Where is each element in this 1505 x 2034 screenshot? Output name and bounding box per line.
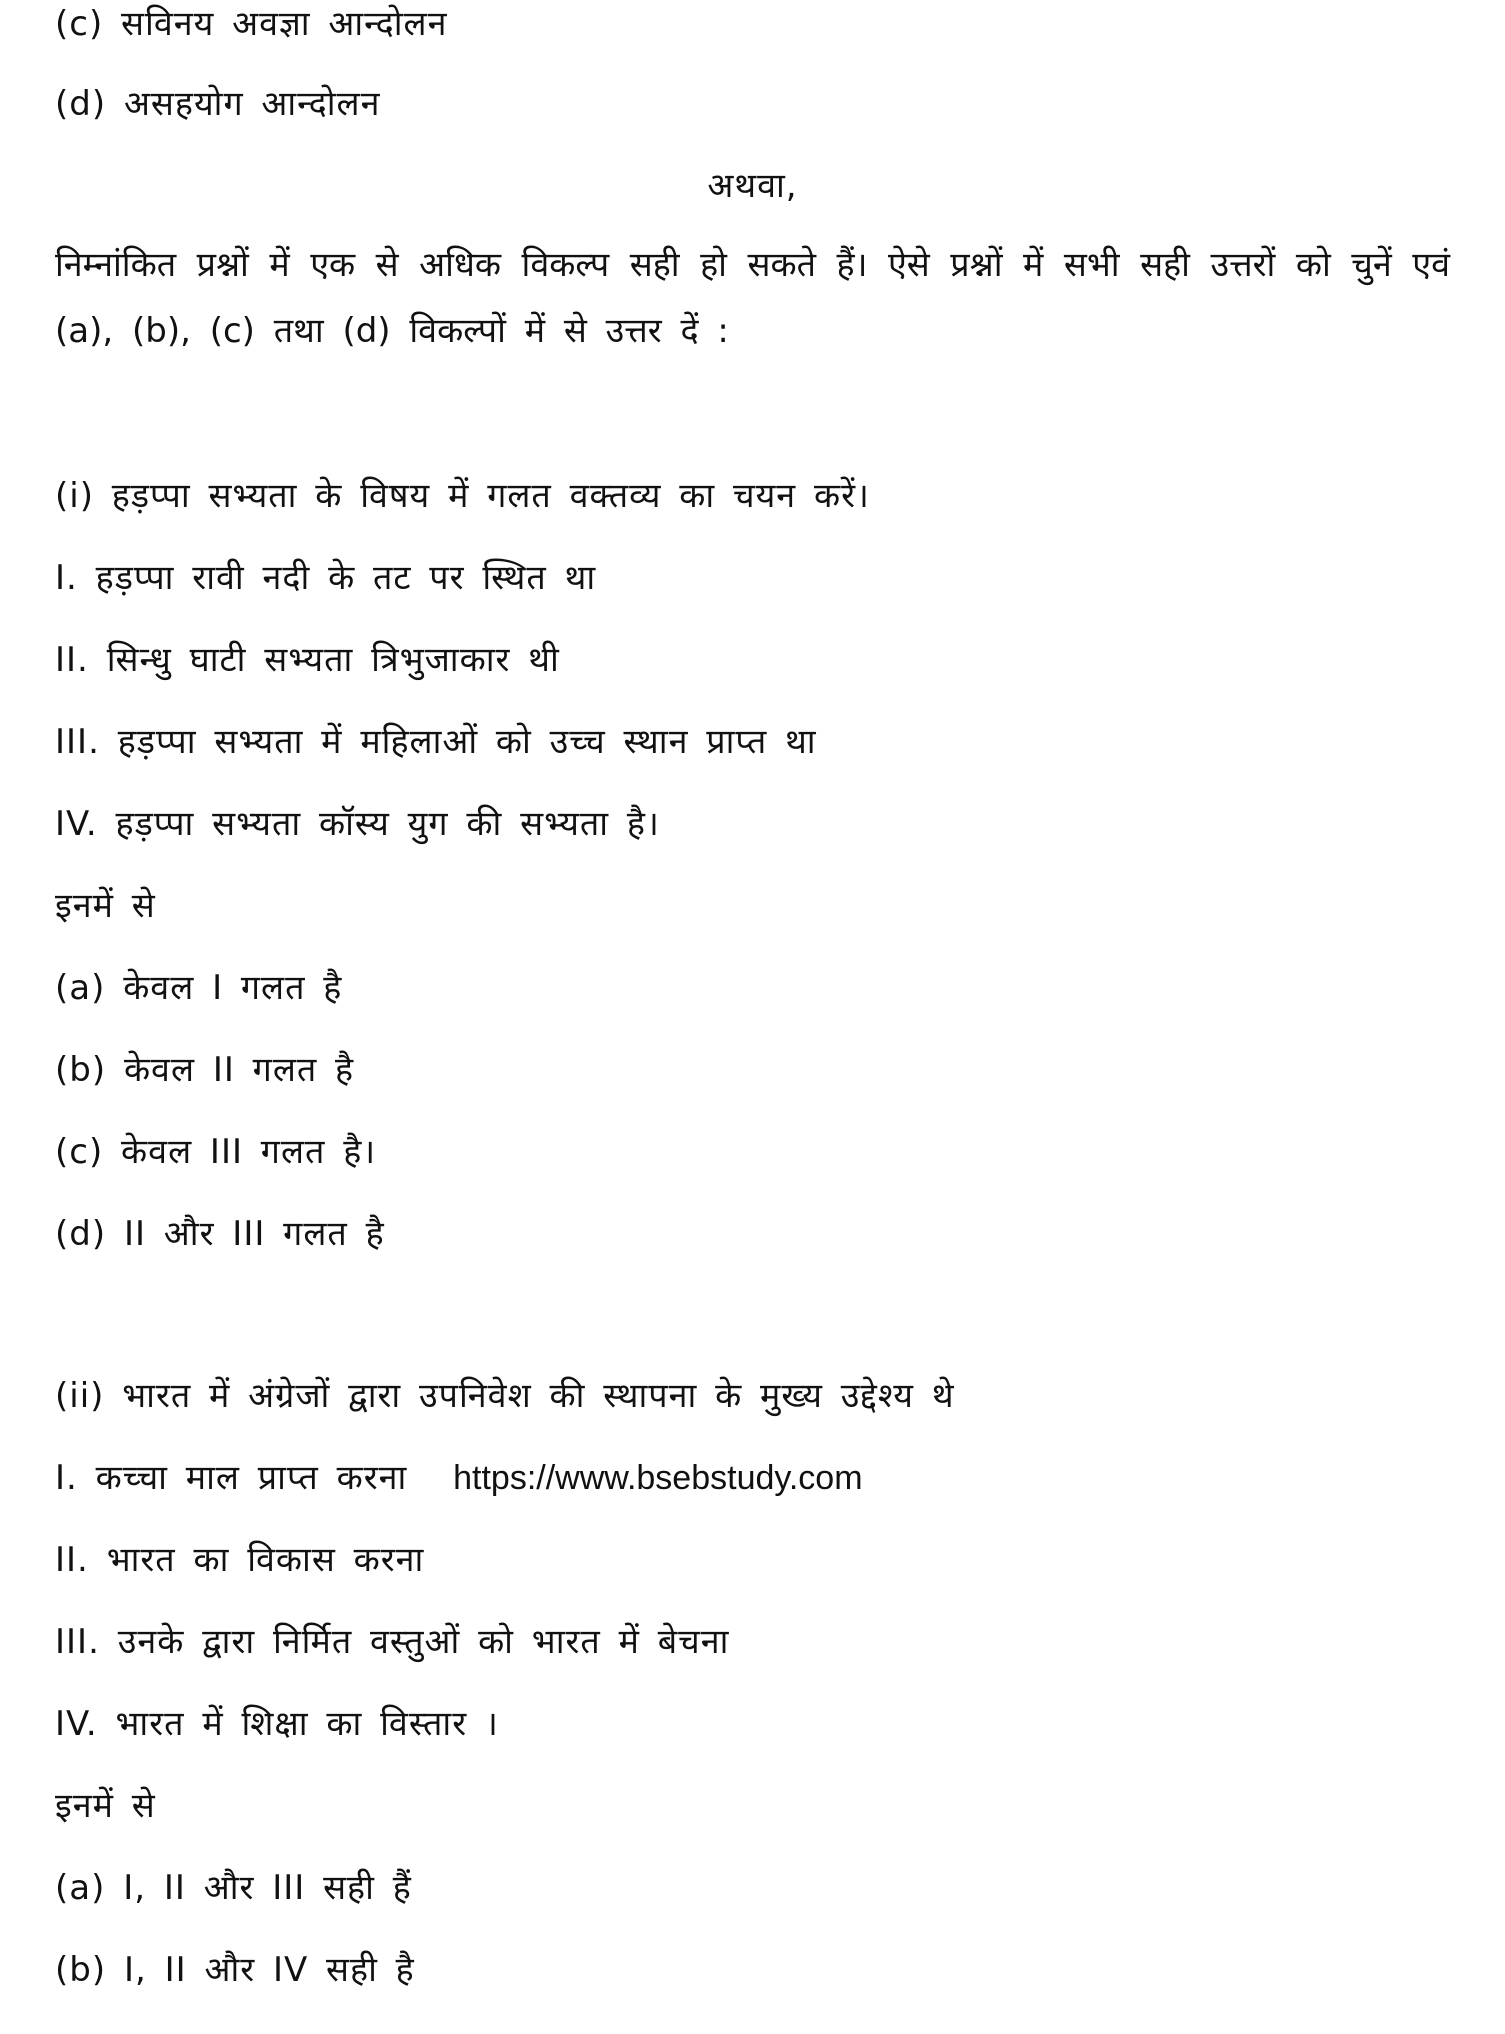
statement-num: II. <box>55 640 89 680</box>
instructions: निम्नांकित प्रश्नों में एक से अधिक विकल्प सही हो सकते हैं। ऐसे प्रश्नों में सभी सही उत्तरों को चुनें एवं (a), (b), (c) तथा (d) विकल्पों में से उत्तर दें : <box>55 245 1450 351</box>
watermark-url: https://www.bsebstudy.com <box>453 1459 863 1497</box>
q1-option-a <box>55 964 342 1012</box>
statement-text: भारत का विकास करना <box>106 1540 425 1580</box>
q2-statement-4 <box>55 1700 499 1748</box>
q1-statement-2 <box>55 636 560 684</box>
prev-option-d <box>55 80 380 128</box>
statement-num: III. <box>55 1622 100 1662</box>
question-2-title <box>55 1372 955 1420</box>
statement-text: भारत में शिक्षा का विस्तार । <box>115 1704 499 1744</box>
q2-statement-3 <box>55 1618 729 1666</box>
question-number: (ii) <box>55 1376 105 1416</box>
q1-prompt: इनमें से <box>55 886 156 926</box>
q1-statement-1 <box>55 554 596 602</box>
statement-text: हड़प्पा सभ्यता में महिलाओं को उच्च स्थान प्राप्त था <box>117 722 817 762</box>
question-text: हड़प्पा सभ्यता के विषय में गलत वक्तव्य का चयन करें। <box>111 476 870 516</box>
q1-statement-4 <box>55 800 660 848</box>
q1-option-c <box>55 1128 376 1176</box>
option-text: I, II और IV सही है <box>123 1950 415 1990</box>
statement-text: हड़प्पा सभ्यता कॉस्य युग की सभ्यता है। <box>115 804 660 844</box>
option-label: (b) <box>55 1050 107 1090</box>
q2-option-b <box>55 1946 415 1994</box>
statement-num: I. <box>55 558 78 598</box>
statement-num: III. <box>55 722 100 762</box>
question-number: (i) <box>55 476 94 516</box>
option-label: (c) <box>55 4 104 44</box>
separator-athva: अथवा, <box>707 166 798 206</box>
option-label: (d) <box>55 84 107 124</box>
statement-num: I. <box>55 1458 78 1498</box>
question-1-title <box>55 472 870 520</box>
statement-num: IV. <box>55 1704 98 1744</box>
option-label: (a) <box>55 1868 106 1908</box>
q2-prompt: इनमें से <box>55 1786 156 1826</box>
option-text: असहयोग आन्दोलन <box>123 84 381 124</box>
option-label: (d) <box>55 1214 107 1254</box>
q1-statement-3 <box>55 718 817 766</box>
statement-num: II. <box>55 1540 89 1580</box>
q1-option-d <box>55 1210 385 1258</box>
q1-option-b <box>55 1046 354 1094</box>
option-text: केवल I गलत है <box>123 968 343 1008</box>
statement-text: सिन्धु घाटी सभ्यता त्रिभुजाकार थी <box>106 640 560 680</box>
statement-num: IV. <box>55 804 98 844</box>
q2-option-a <box>55 1864 412 1912</box>
statement-text: हड़प्पा रावी नदी के तट पर स्थित था <box>95 558 597 598</box>
option-label: (c) <box>55 1132 104 1172</box>
option-text: केवल II गलत है <box>123 1050 355 1090</box>
q2-statement-2 <box>55 1536 424 1584</box>
statement-text: कच्चा माल प्राप्त करना <box>95 1458 408 1498</box>
question-text: भारत में अंग्रेजों द्वारा उपनिवेश की स्थापना के मुख्य उद्देश्य थे <box>122 1376 955 1416</box>
statement-text: उनके द्वारा निर्मित वस्तुओं को भारत में बेचना <box>117 1622 730 1662</box>
option-label: (a) <box>55 968 106 1008</box>
option-text: I, II और III सही हैं <box>123 1868 412 1908</box>
option-text: केवल III गलत है। <box>121 1132 377 1172</box>
q2-statement-1 <box>55 1454 863 1502</box>
option-text: सविनय अवज्ञा आन्दोलन <box>121 4 448 44</box>
prev-option-c <box>55 0 447 48</box>
option-label: (b) <box>55 1950 107 1990</box>
option-text: II और III गलत है <box>123 1214 385 1254</box>
